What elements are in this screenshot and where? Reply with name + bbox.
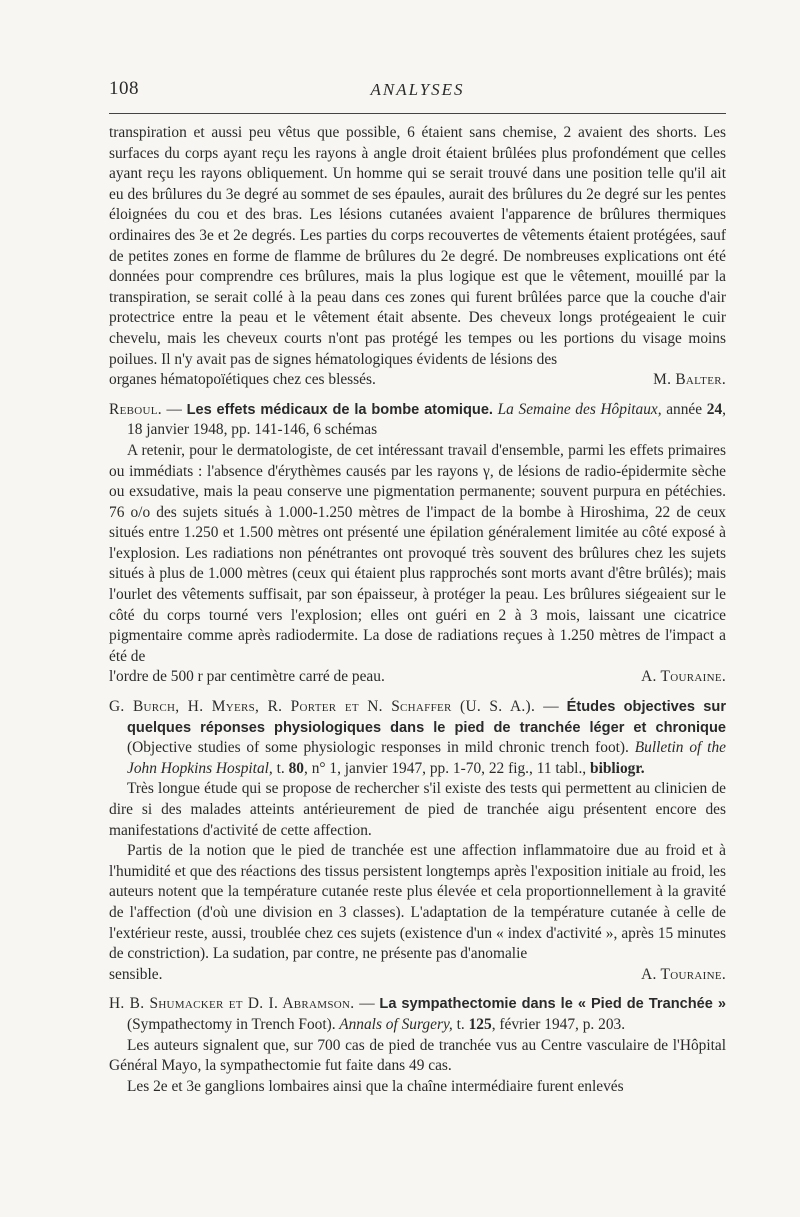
abstract-text: Très longue étude qui se propose de rechercher s'il existe des tests qui permettent au clinicien de dire si des malades atteints antérieurement de pied de tranchée aigu présentent encore des manifestations d'activité de cette affection.: [109, 780, 726, 839]
page-header: [109, 78, 726, 108]
article-title: La sympathectomie dans le « Pied de Tranchée »: [379, 996, 726, 1013]
translation: (Sympathectomy in Trench Foot).: [127, 1015, 336, 1033]
page: [109, 78, 726, 1097]
reference: H. B. Shumacker et D. I. Abramson. — La sympathectomie dans le « Pied de Tranchée » (Sympathectomy in Trench Foot). Annals of Surgery, t. 125, février 1947, p. 203.: [109, 995, 726, 1033]
abstract-text: Les 2e et 3e ganglions lombaires ainsi que la chaîne intermédiaire furent enlevés: [127, 1077, 624, 1095]
signature: A. Touraine.: [641, 668, 726, 686]
abstract-last-line: sensible. A. Touraine.: [109, 965, 726, 986]
header-rule: [109, 113, 726, 114]
translation: (Objective studies of some physiologic responses in mild chronic trench foot).: [127, 739, 629, 757]
reference: Reboul. — Les effets médicaux de la bombe atomique. La Semaine des Hôpitaux, année 24, 18 janvier 1948, pp. 141-146, 6 schémas: [109, 400, 726, 439]
abstract-text: Partis de la notion que le pied de tranchée est une affection inflammatoire due au froid et à l'humidité et que des réactions des tissus persistent longtemps après l'exposition initiale au froid, les auteurs notent que la température cutanée reste plus élevée et cela proportionnellement à la gravité de l'affection (d'où une division en 3 classes). L'adaptation de la température cutanée à celle de l'extérieur reste, aussi, troublée chez ces sujets (existence d'un « index d'activité », après 15 minutes de constriction). La sudation, par contre, ne présente pas d'anomalie: [109, 842, 726, 963]
abstract-last-line: l'ordre de 500 r par centimètre carré de peau. A. Touraine.: [109, 667, 726, 688]
author: Reboul.: [109, 400, 162, 418]
article-title: Études objectives sur quelques réponses physiologiques dans le pied de tranchée léger et chronique: [127, 699, 726, 736]
abstract-burch: [109, 697, 726, 985]
abstract-last-line: organes hématopoïétiques chez ces blessés. M. Balter.: [109, 370, 726, 391]
abstract-text: transpiration et aussi peu vêtus que possible, 6 étaient sans chemise, 2 avaient des shorts. Les surfaces du corps ayant reçu les rayons à angle droit étaient brûlées plus profondément que celles ayant reçu les rayons obliquement. Un homme qui se serait trouvé dans une position telle qu'il ait eu des brûlures du 3e degré au sommet de ses épaules, aurait des brûlures du 2e degré sur les pentes éloignées du cou et des bras. Les lésions cutanées avaient l'apparence de brûlures thermiques ordinaires des 3e et 2e degrés. Les parties du corps recouvertes de vêtements étaient protégées, sauf de petites zones en forme de flamme de brûlures du 2e degré. De nombreuses explications ont été données pour comprendre ces brûlures, mais la plus logique est que le vêtement, mouillé par la transpiration, se serait collé à la peau dans ces zones qui furent brûlées parce que la couche d'air protectrice entre la peau et le vêtement était absente. Des cheveux longs protégeaient le cuir chevelu, mais les cheveux courts n'ont pas protégé les tempes ou les portions du visage moins poilues. Il n'y avait pas de signes hématologiques évidents de lésions des: [109, 124, 726, 368]
journal: Annals of Surgery,: [335, 1015, 453, 1033]
running-title: ANALYSES: [370, 80, 465, 99]
authors: H. B. Shumacker et D. I. Abramson.: [109, 995, 355, 1013]
abstract-text: Les auteurs signalent que, sur 700 cas de pied de tranchée vus au Centre vasculaire de l'Hôpital Général Mayo, la sympathectomie fut faite dans 49 cas.: [109, 1036, 726, 1075]
abstract-reboul: [109, 400, 726, 688]
abstract-shumacker: [109, 994, 726, 1097]
authors: G. Burch, H. Myers, R. Porter et N. Schaffer (U. S. A.).: [109, 698, 536, 716]
article-title: Les effets médicaux de la bombe atomique.: [186, 401, 493, 418]
reference: G. Burch, H. Myers, R. Porter et N. Schaffer (U. S. A.). — Études objectives sur quelques réponses physiologiques dans le pied de tranchée léger et chronique (Objective studies of some physiologic responses in mild chronic trench foot). Bulletin of the John Hopkins Hospital, t. 80, n° 1, janvier 1947, pp. 1-70, 22 fig., 11 tabl., bibliogr.: [109, 698, 726, 777]
signature: A. Touraine.: [641, 965, 726, 983]
signature: M. Balter.: [653, 371, 726, 389]
abstract-balter: [109, 123, 726, 391]
page-number: 108: [109, 78, 139, 99]
journal: Bulletin of the John Hopkins Hospital,: [127, 739, 726, 777]
journal: La Semaine des Hôpitaux,: [492, 400, 662, 418]
abstract-text: A retenir, pour le dermatologiste, de cet intéressant travail d'ensemble, parmi les effets primaires ou immédiats : l'absence d'érythèmes causés par les rayons γ, de lésions de radio-épidermite sèche ou exsudative, mais la peau conserve une pigmentation permanente; souvent purpura en pétéchies. 76 o/o des sujets situés à 1.000-1.250 mètres de l'impact de la bombe à Hiroshima, 22 de ceux situés entre 1.250 et 1.500 mètres ont présenté une épilation généralement limitée au côté exposé à l'explosion. Les radiations non pénétrantes ont provoqué très souvent des brûlures chez les sujets situés à plus de 1.000 mètres (ceux qui étaient plus rapprochés sont morts avant d'être brûlés); mais l'ourlet des vêtements suffisait, par son épaisseur, à protéger la peau. Les brûlures siégeaient sur le côté du corps tourné vers l'explosion; elles ont guéri en 2 à 3 mois, laissant une cicatrice pigmentaire comme après radiodermite. La dose de radiations reçues à 1.250 mètres de l'impact a été de: [109, 441, 726, 665]
